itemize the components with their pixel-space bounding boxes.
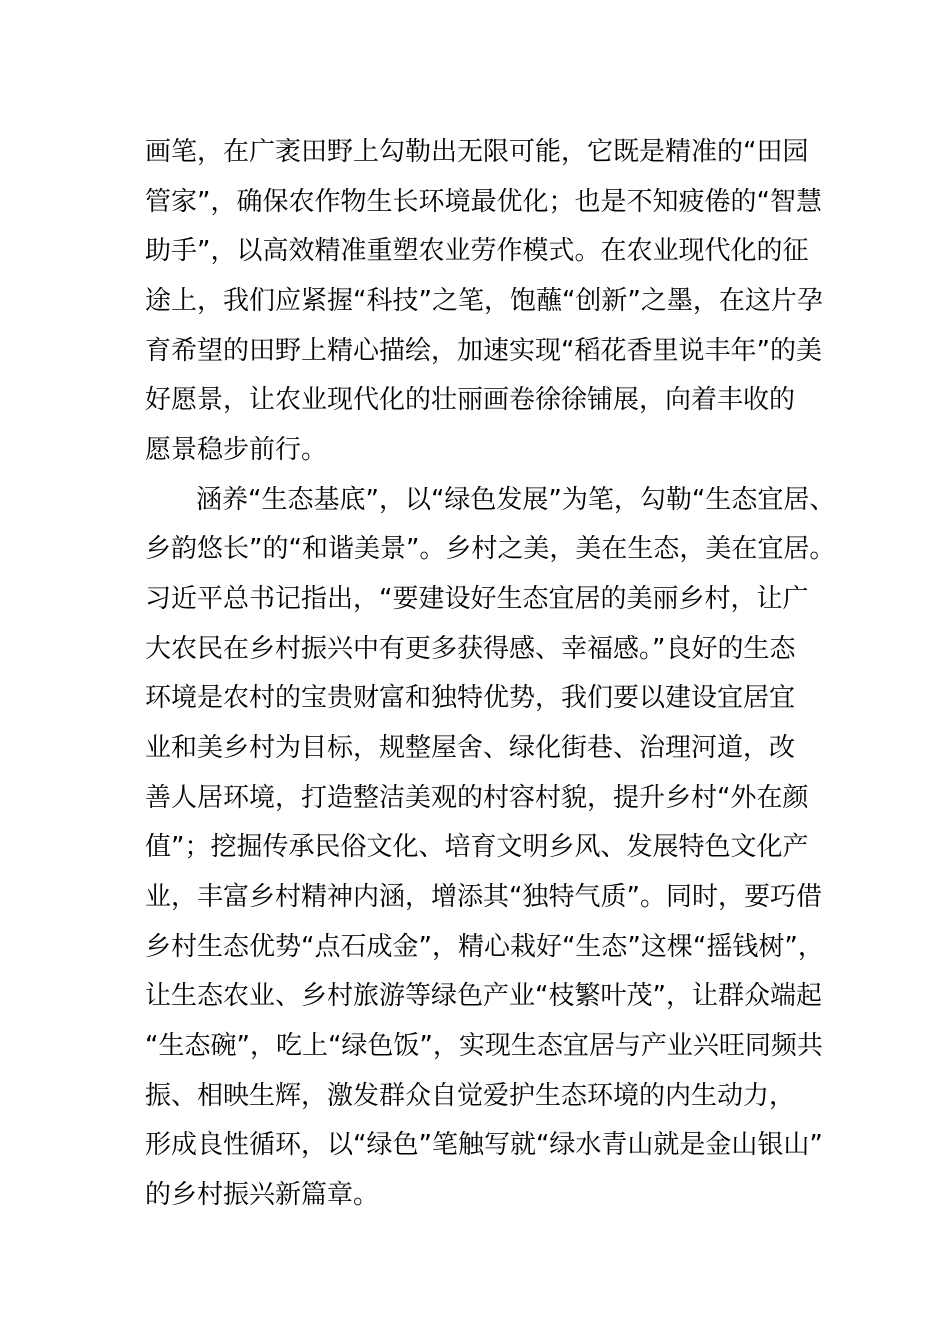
text-line: 的乡村振兴新篇章。: [145, 1180, 380, 1210]
text-line: 助手”，以高效精准重塑农业劳作模式。在农业现代化的征: [145, 236, 809, 266]
text-line: 值”；挖掘传承民俗文化、培育文明乡风、发展特色文化产: [145, 832, 809, 862]
text-line: 乡韵悠长”的“和谐美景”。乡村之美，美在生态，美在宜居。: [145, 534, 836, 564]
text-line: 大农民在乡村振兴中有更多获得感、幸福感。”良好的生态: [145, 634, 796, 664]
text-line: 业和美乡村为目标，规整屋舍、绿化街巷、治理河道，改: [145, 733, 796, 763]
text-line: 乡村生态优势“点石成金”，精心栽好“生态”这棵“摇钱树”，: [145, 932, 824, 962]
text-line: 习近平总书记指出，“要建设好生态宜居的美丽乡村，让广: [145, 584, 809, 614]
text-line: 管家”，确保农作物生长环境最优化；也是不知疲倦的“智慧: [145, 187, 822, 217]
text-line: 形成良性循环，以“绿色”笔触写就“绿水青山就是金山银山”: [145, 1130, 823, 1160]
text-line: 育希望的田野上精心描绘，加速实现“稻花香里说丰年”的美: [145, 336, 822, 366]
text-line: 业，丰富乡村精神内涵，增添其“独特气质”。同时，要巧借: [145, 882, 822, 912]
text-line: 愿景稳步前行。: [145, 435, 328, 465]
paragraph-first-line: 涵养“生态基底”，以“绿色发展”为笔，勾勒“生态宜居、: [196, 485, 836, 515]
text-line: 画笔，在广袤田野上勾勒出无限可能，它既是精准的“田园: [145, 137, 809, 167]
text-line: 让生态农业、乡村旅游等绿色产业“枝繁叶茂”，让群众端起: [145, 981, 822, 1011]
text-line: “生态碗”，吃上“绿色饭”，实现生态宜居与产业兴旺同频共: [145, 1031, 823, 1061]
text-line: 好愿景，让农业现代化的壮丽画卷徐徐铺展，向着丰收的: [145, 385, 796, 415]
text-line: 环境是农村的宝贵财富和独特优势，我们要以建设宜居宜: [145, 683, 796, 713]
text-line: 振、相映生辉，激发群众自觉爱护生态环境的内生动力，: [145, 1081, 796, 1111]
text-line: 善人居环境，打造整洁美观的村容村貌，提升乡村“外在颜: [145, 783, 809, 813]
text-line: 途上，我们应紧握“科技”之笔，饱蘸“创新”之墨，在这片孕: [145, 286, 823, 316]
